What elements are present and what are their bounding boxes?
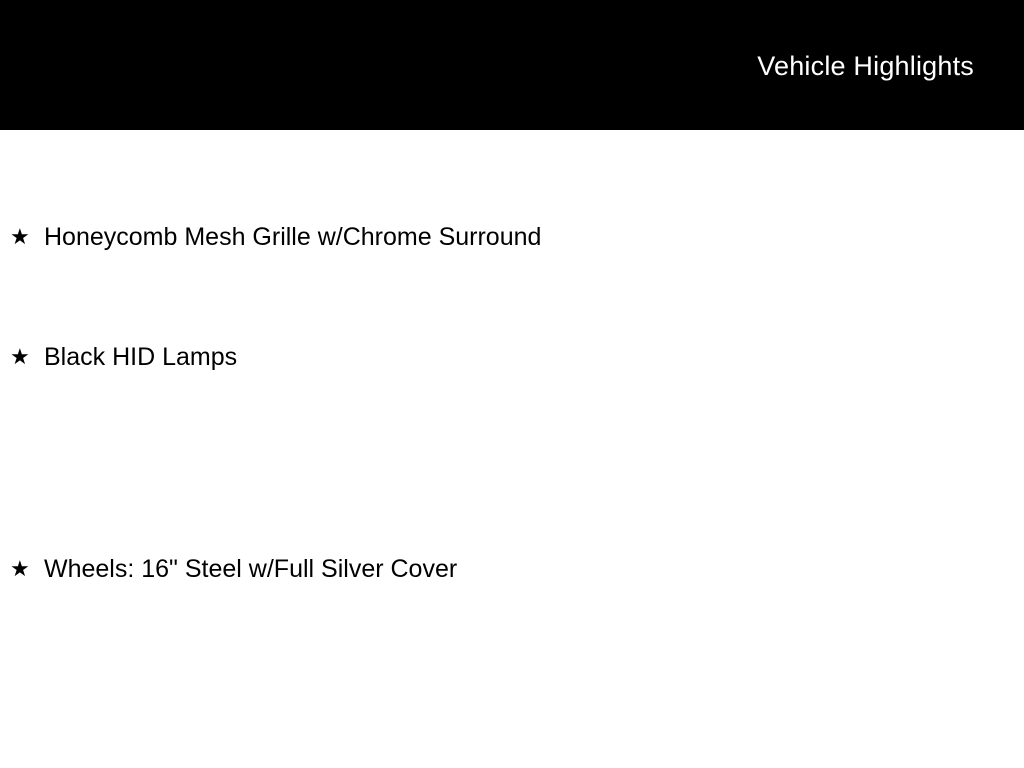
list-item (0, 554, 1024, 766)
highlight-label: Honeycomb Mesh Grille w/Chrome Surround (44, 223, 542, 251)
star-bullet-icon: ★ (10, 344, 30, 369)
highlight-label: Wheels: 16" Steel w/Full Silver Cover (44, 555, 458, 583)
header-bar (0, 0, 1024, 130)
star-bullet-icon: ★ (10, 224, 30, 249)
page-title: Vehicle Highlights (757, 51, 974, 81)
star-bullet-icon: ★ (10, 556, 30, 581)
highlight-label: Black HID Lamps (44, 343, 238, 371)
list-item (0, 342, 1024, 554)
list-item (0, 130, 1024, 342)
highlights-list (0, 130, 1024, 766)
